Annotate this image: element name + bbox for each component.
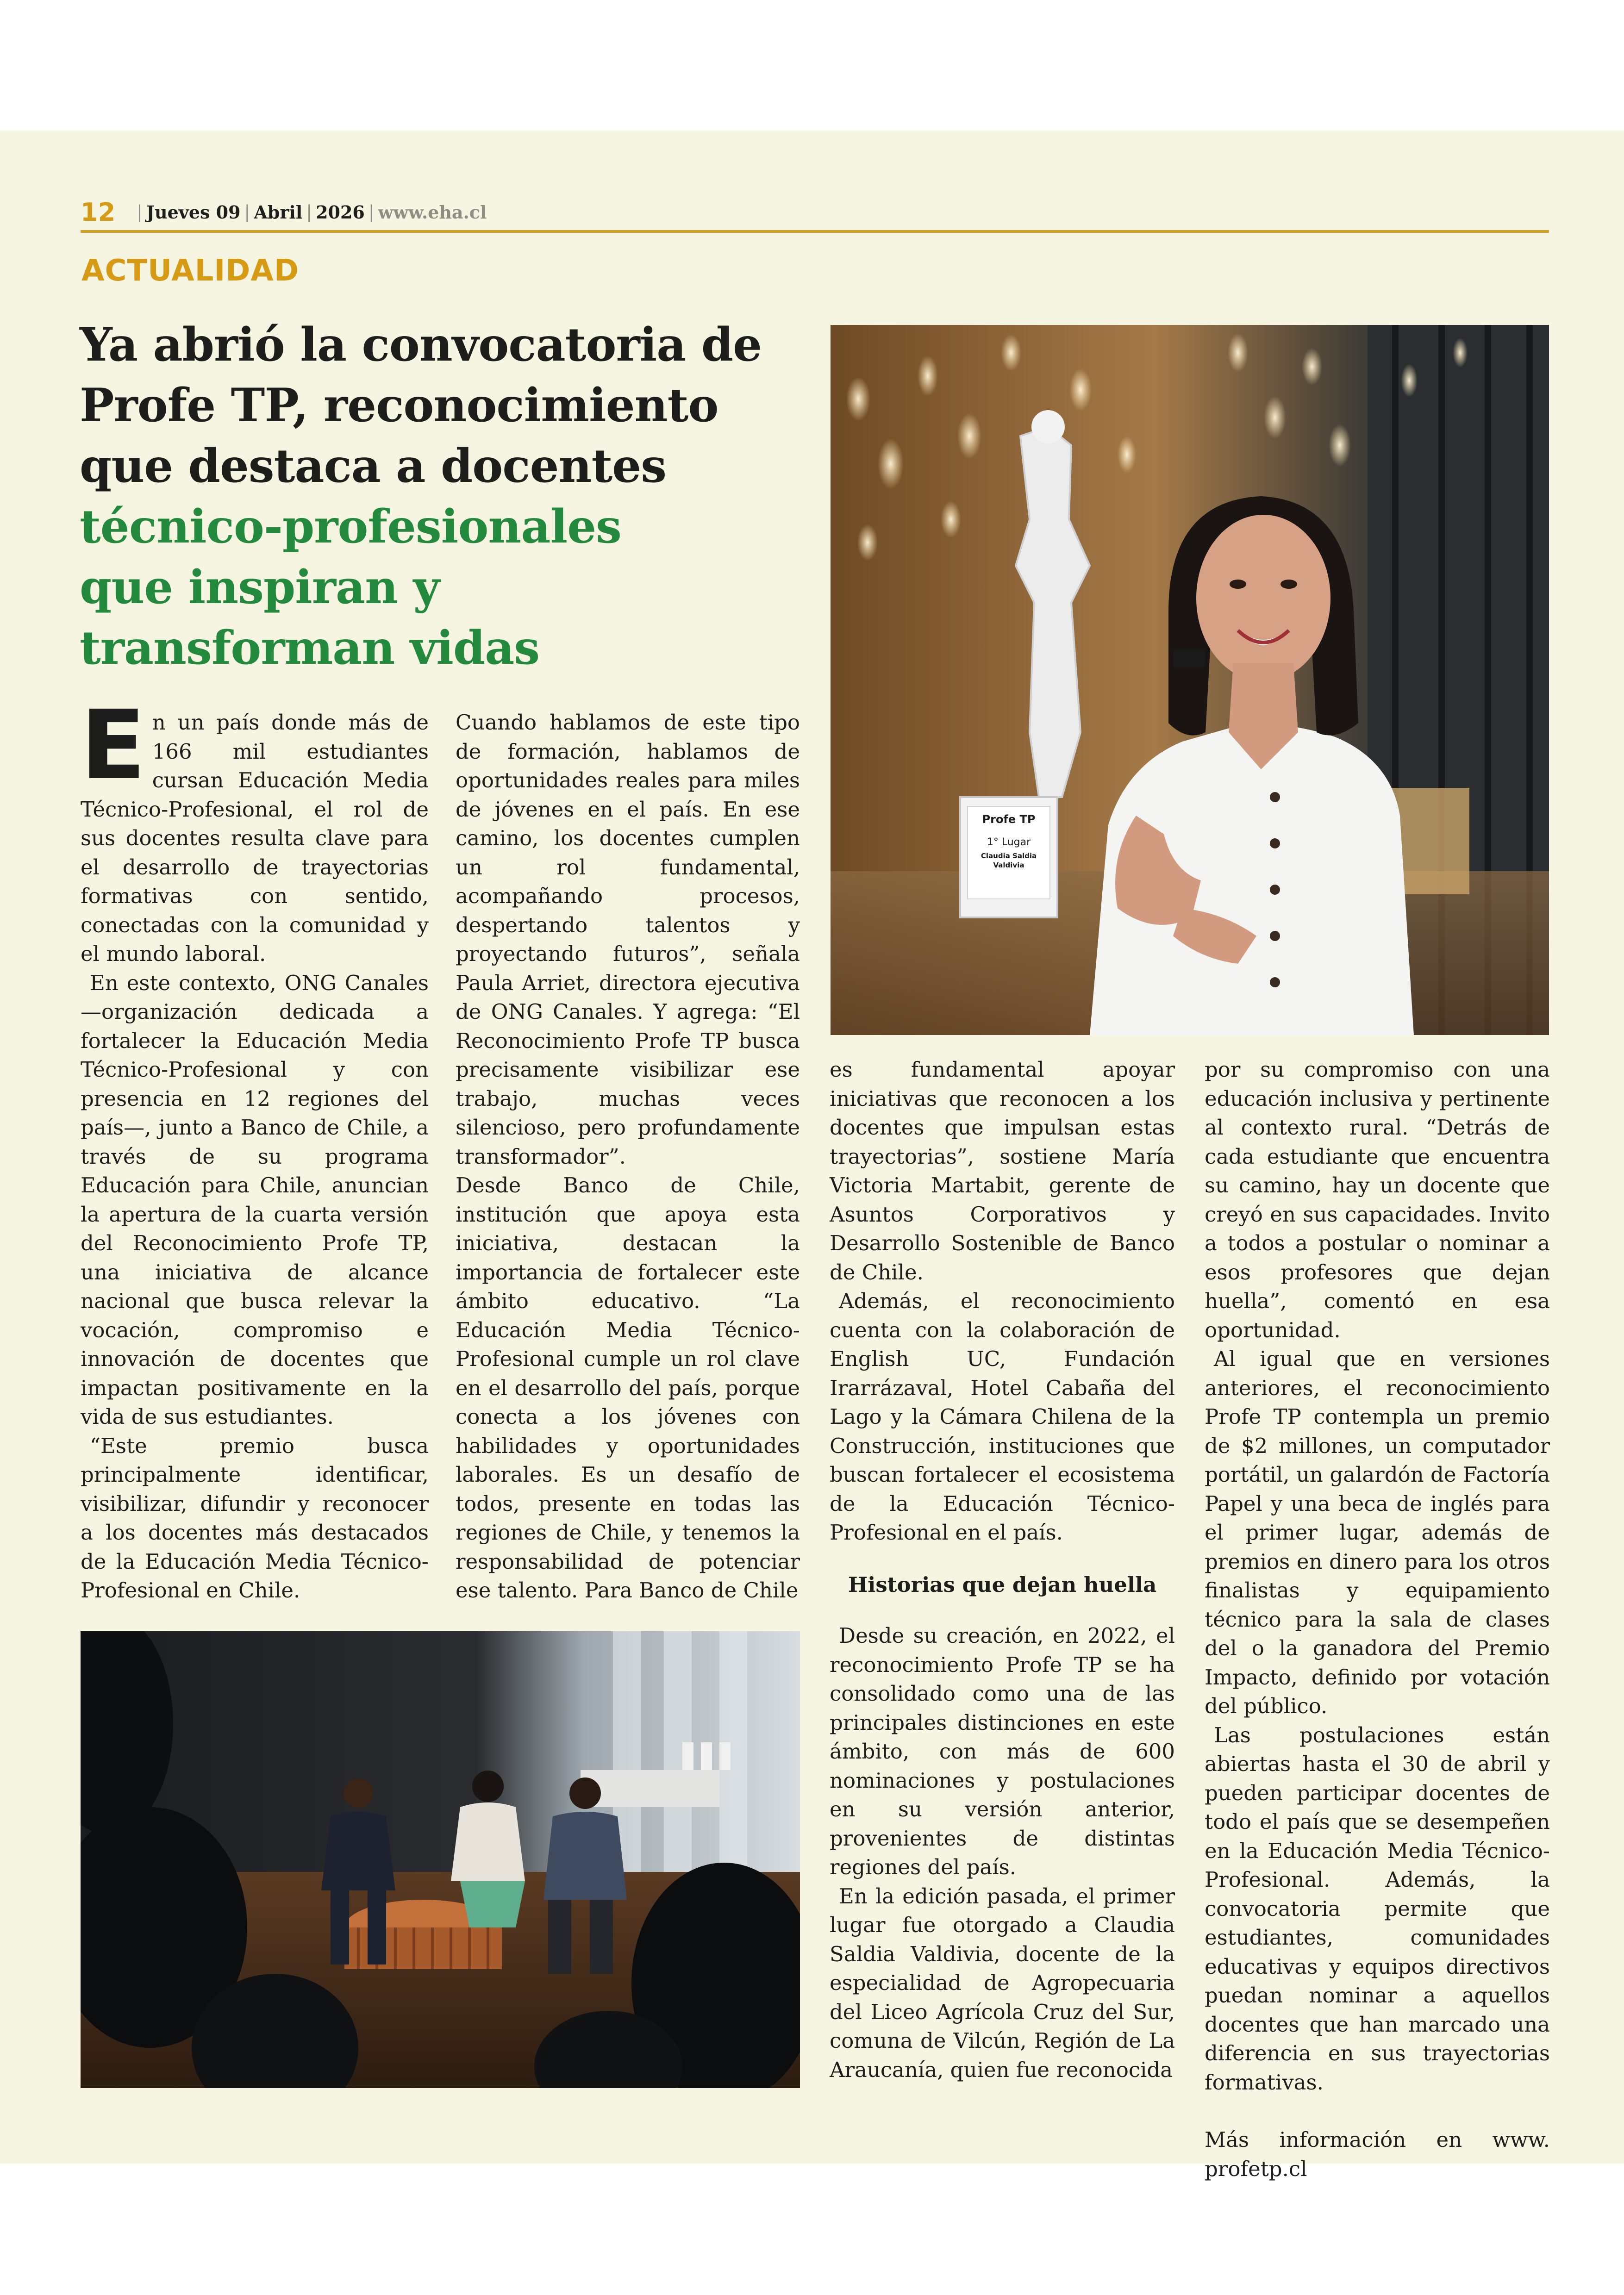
article-column-3 bbox=[830, 1055, 1175, 2084]
article-column-1 bbox=[81, 690, 429, 1605]
issue-month: Abril bbox=[254, 201, 303, 223]
trophy-plate-brand: Profe TP bbox=[982, 813, 1036, 826]
issue-day: Jueves 09 bbox=[146, 201, 241, 223]
more-info-link[interactable]: Más información en www. profetp.cl bbox=[1205, 2127, 1550, 2181]
section-label: ACTUALIDAD bbox=[81, 254, 300, 288]
headline-line: Profe TP, reconocimiento bbox=[80, 379, 718, 432]
trophy-plate-name: Claudia Saldia bbox=[981, 852, 1037, 860]
article-column-2 bbox=[456, 708, 800, 1605]
award-winner-photo bbox=[831, 325, 1549, 1035]
article-paragraph: Las postulaciones están abiertas hasta el 30 de abril y pueden participar docentes de todo el país que se desempeñen en la Educación Media Técnico-Profesional. Además, la convocatoria permite que estudiantes, comunidades educativas y equipos directivos puedan nominar a aquellos docentes que han marcado una diferencia en sus trayectorias formativas. bbox=[1205, 1722, 1550, 2095]
drop-cap: E bbox=[81, 690, 146, 801]
article-paragraph: n un país donde más de 166 mil estudiantes cursan Educación Media Técnico-Profesional, el rol de sus docentes resulta clave para el desarrollo de trayectorias formativas con sentido, conectadas con la comunidad y el mundo laboral. bbox=[81, 710, 429, 966]
headline-line-green: que inspiran y bbox=[80, 561, 440, 614]
article-paragraph: En este contexto, ONG Canales —organización dedicada a fortalecer la Educación Media Técnico-Profesional y con presencia en 12 regiones del país—, junto a Banco de Chile, a través de su programa Educación para Chile, anuncian la apertura de la cuarta versión del Reconocimiento Profe TP, una iniciativa de alcance nacional que busca relevar la vocación, compromiso e innovación de docentes que impactan positivamente en la vida de sus estudiantes. bbox=[81, 970, 429, 1429]
headline-line: que destaca a docentes bbox=[80, 439, 666, 493]
article-paragraph: Además, el reconocimiento cuenta con la colaboración de English UC, Fundación Irarrázaval, Hotel Cabaña del Lago y la Cámara Chilena de la Construcción, instituciones que buscan fortalecer el ecosistema de la Educación Técnico-Profesional en el país. bbox=[830, 1289, 1175, 1545]
separator: | bbox=[368, 202, 375, 222]
headline-line: Ya abrió la convocatoria de bbox=[80, 318, 762, 372]
article-paragraph: En la edición pasada, el primer lugar fue otorgado a Claudia Saldia Valdivia, docente de la especialidad de Agropecuaria del Liceo Agrícola Cruz del Sur, comuna de Vilcún, Región de La Araucanía, quien fue reconocida bbox=[830, 1883, 1175, 2082]
issue-year: 2026 bbox=[316, 201, 365, 223]
separator: | bbox=[137, 202, 143, 222]
separator: | bbox=[306, 202, 312, 222]
trophy-plate-place: 1° Lugar bbox=[987, 836, 1031, 848]
page-number: 12 bbox=[81, 197, 116, 227]
website-link[interactable]: www.eha.cl bbox=[378, 201, 487, 223]
article-column-4 bbox=[1205, 1055, 1550, 2183]
microphone-icon bbox=[1173, 649, 1206, 667]
separator: | bbox=[244, 202, 250, 222]
headline-line-green: transforman vidas bbox=[80, 621, 540, 675]
article-paragraph-continued: es fundamental apoyar iniciativas que reconocen a los docentes que impulsan estas trayectorias”, sostiene María Victoria Martabit, gerente de Asuntos Corporativos y Desarrollo Sostenible de Banco de Chile. bbox=[830, 1057, 1175, 1285]
page-header bbox=[81, 198, 487, 226]
trophy-plate-surname: Valdivia bbox=[993, 861, 1024, 869]
article-paragraph: “Este premio busca principalmente identificar, visibilizar, difundir y reconocer a los docentes más destacados de la Educación Media Técnico-Profesional en Chile. bbox=[81, 1433, 429, 1603]
panel-discussion-photo bbox=[81, 1631, 800, 2088]
article-paragraph: Cuando hablamos de este tipo de formación, hablamos de oportunidades reales para miles de jóvenes en el país. En ese camino, los docentes cumplen un rol fundamental, acompañando procesos, despertando talentos y proyectando futuros”, señala Paula Arriet, directora ejecutiva de ONG Canales. Y agrega: “El Reconocimiento Profe TP busca precisamente visibilizar ese trabajo, muchas veces silencioso, pero profundamente transformador”. bbox=[456, 710, 800, 1169]
article-paragraph: Al igual que en versiones anteriores, el reconocimiento Profe TP contempla un premio de $2 millones, un computador portátil, un galardón de Factoría Papel y una beca de inglés para el primer lugar, además de premios en dinero para los otros finalistas y equipamiento técnico para la sala de clases del o la ganadora del Premio Impacto, definido por votación del público. bbox=[1205, 1347, 1550, 1718]
headline-line-green: técnico-profesionales bbox=[80, 500, 621, 554]
article-subhead: Historias que dejan huella bbox=[848, 1572, 1157, 1597]
article-paragraph: Desde Banco de Chile, institución que apoya esta iniciativa, destacan la importancia de fortalecer este ámbito educativo. “La Educación Media Técnico-Profesional cumple un rol clave en el desarrollo del país, porque conecta a los jóvenes con habilidades y oportunidades laborales. Es un desafío de todos, presente en todas las regiones de Chile, y tenemos la responsabilidad de potenciar ese talento. Para Banco de Chile bbox=[456, 1173, 800, 1603]
article-paragraph: Desde su creación, en 2022, el reconocimiento Profe TP se ha consolidado como una de las principales distinciones en este ámbito, con más de 600 nominaciones y postulaciones en su versión anterior, provenientes de distintas regiones del país. bbox=[830, 1623, 1175, 1879]
article-paragraph-continued: por su compromiso con una educación inclusiva y pertinente al contexto rural. “Detrás de cada estudiante que encuentra su camino, hay un docente que creyó en sus capacidades. Invito a todos a postular o nominar a esos profesores que dejan huella”, comentó en esa oportunidad. bbox=[1205, 1057, 1550, 1342]
header-rule bbox=[81, 230, 1549, 233]
headline bbox=[80, 315, 830, 679]
